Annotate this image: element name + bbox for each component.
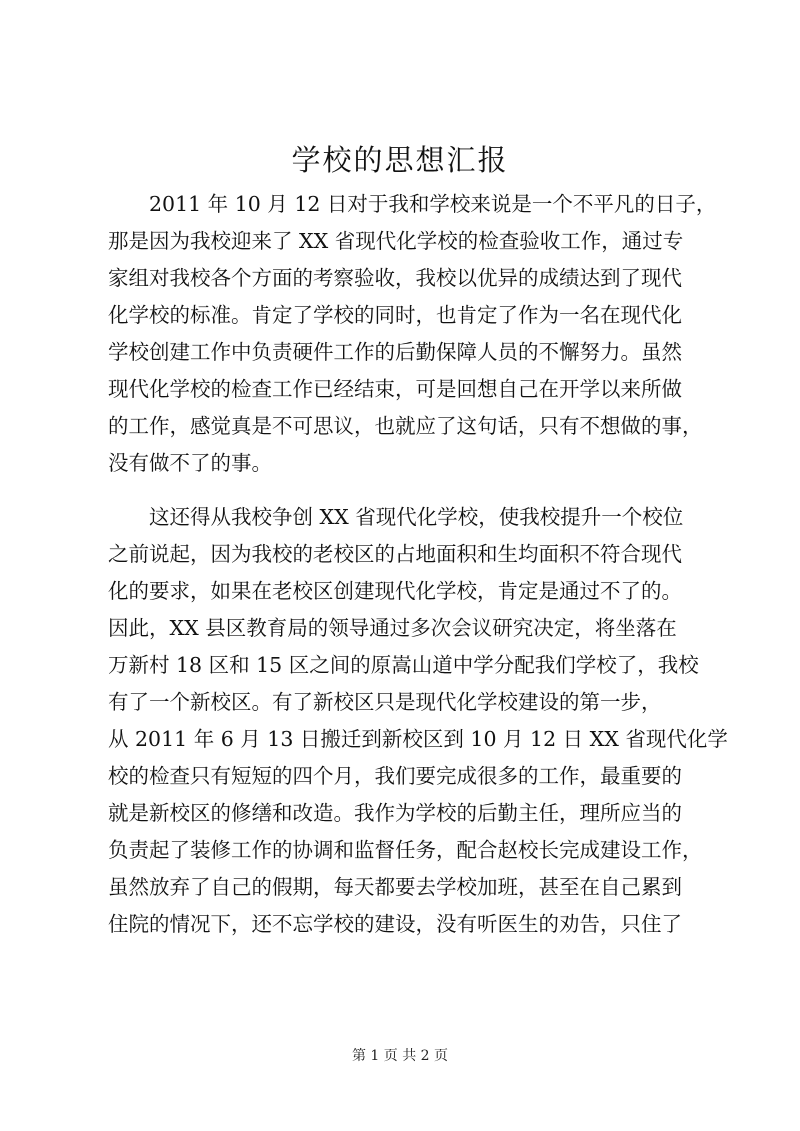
body-line: 现代化学校的检查工作已经结束，可是回想自己在开学以来所做 bbox=[108, 377, 682, 401]
page-footer: 第 1 页 共 2 页 bbox=[351, 1048, 449, 1064]
body-line: 没有做不了的事。 bbox=[108, 451, 272, 475]
page-title: 学校的思想汇报 bbox=[291, 143, 509, 177]
body-line: 学校创建工作中负责硬件工作的后勤保障人员的不懈努力。虽然 bbox=[108, 340, 682, 364]
body-line: 有了一个新校区。有了新校区只是现代化学校建设的第一步， bbox=[108, 690, 662, 714]
body-line: 化的要求，如果在老校区创建现代化学校，肯定是通过不了的。 bbox=[108, 579, 682, 603]
body-line: 虽然放弃了自己的假期，每天都要去学校加班，甚至在自己累到 bbox=[108, 875, 682, 899]
body-line: 那是因为我校迎来了 XX 省现代化学校的检查验收工作，通过专 bbox=[108, 229, 684, 253]
body-line: 因此，XX 县区教育局的领导通过多次会议研究决定，将坐落在 bbox=[108, 616, 677, 640]
body-line: 负责起了装修工作的协调和监督任务，配合赵校长完成建设工作， bbox=[108, 838, 703, 862]
body-line: 万新村 18 区和 15 区之间的原嵩山道中学分配我们学校了，我校 bbox=[108, 653, 699, 677]
body-line: 从 2011 年 6 月 13 日搬迁到新校区到 10 月 12 日 XX 省现代化学 bbox=[108, 727, 728, 751]
body-line: 之前说起，因为我校的老校区的占地面积和生均面积不符合现代 bbox=[108, 542, 682, 566]
body-line: 就是新校区的修缮和改造。我作为学校的后勤主任，理所应当的 bbox=[108, 801, 682, 825]
body-line: 家组对我校各个方面的考察验收，我校以优异的成绩达到了现代 bbox=[108, 266, 682, 290]
body-line: 的工作，感觉真是不可思议，也就应了这句话，只有不想做的事， bbox=[108, 414, 703, 438]
body-line: 化学校的标准。肯定了学校的同时，也肯定了作为一名在现代化 bbox=[108, 303, 682, 327]
body-line: 这还得从我校争创 XX 省现代化学校，使我校提升一个校位 bbox=[108, 505, 684, 529]
body-line: 校的检查只有短短的四个月，我们要完成很多的工作，最重要的 bbox=[108, 764, 682, 788]
body-line: 住院的情况下，还不忘学校的建设，没有听医生的劝告，只住了 bbox=[108, 912, 682, 936]
body-line: 2011 年 10 月 12 日对于我和学校来说是一个不平凡的日子， bbox=[108, 192, 717, 216]
